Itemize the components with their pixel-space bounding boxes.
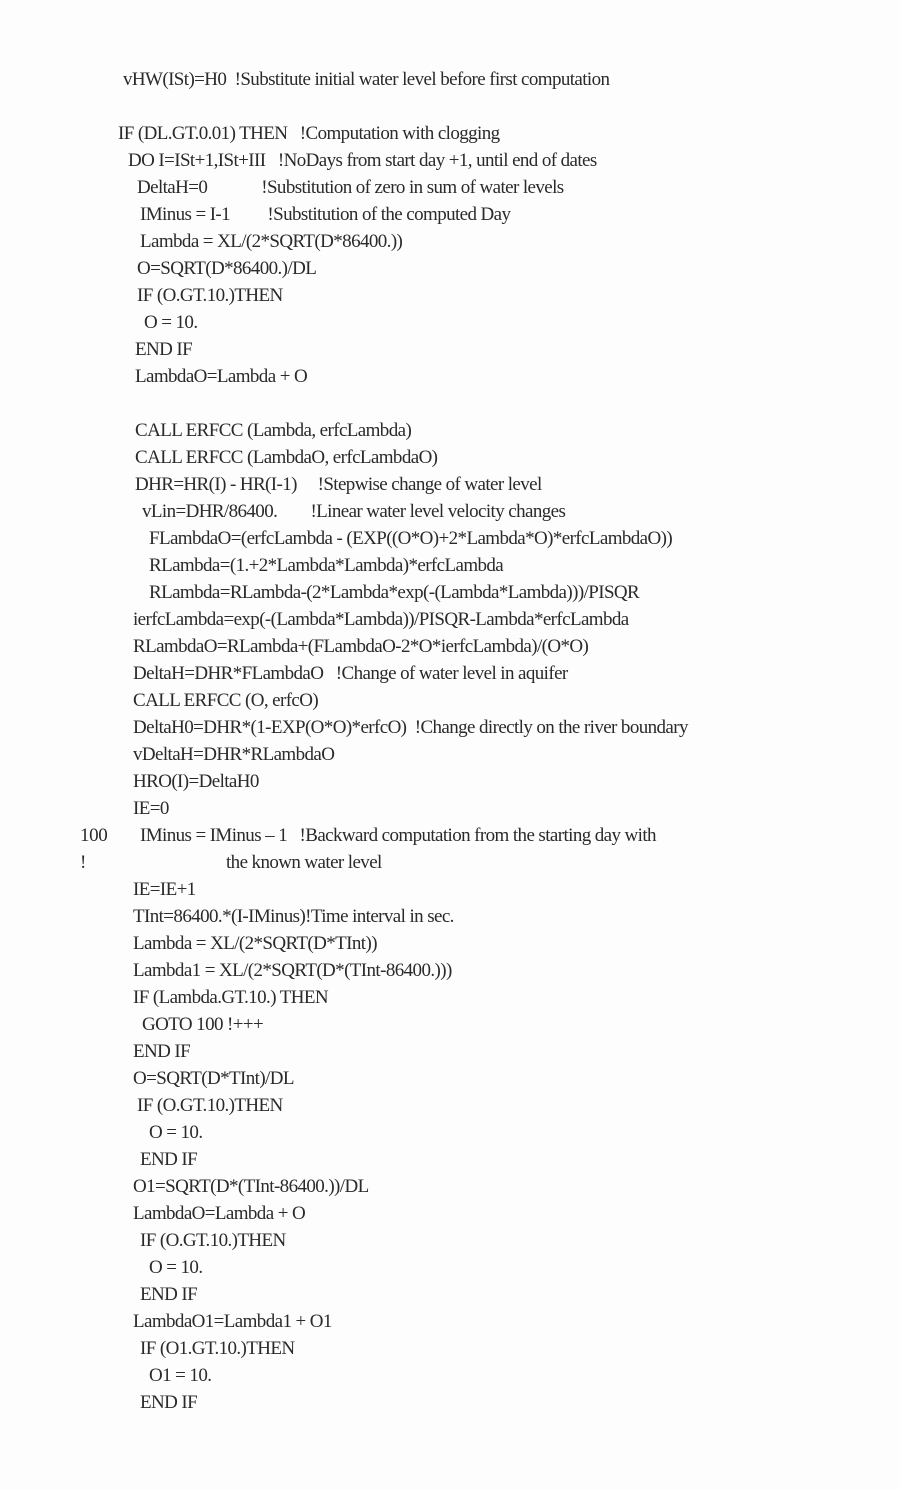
code-line-5: IMinus = I-1 !Substitution of the computed Day: [140, 204, 511, 225]
code-line-13: CALL ERFCC (LambdaO, erfcLambdaO): [135, 447, 438, 468]
code-line-39: END IF: [140, 1149, 198, 1170]
code-line-34: GOTO 100 !+++: [142, 1014, 264, 1035]
code-line-26: IE=0: [133, 798, 169, 819]
code-line-9: O = 10.: [144, 312, 198, 333]
code-line-15: vLin=DHR/86400. !Linear water level velocity changes: [142, 501, 566, 522]
code-line-37: IF (O.GT.10.)THEN: [137, 1095, 283, 1116]
code-line-18: RLambda=RLambda-(2*Lambda*exp(-(Lambda*Lambda)))/PISQR: [149, 582, 640, 603]
code-line-20: RLambdaO=RLambda+(FLambdaO-2*O*ierfcLambda)/(O*O): [133, 636, 589, 657]
code-line-41: LambdaO=Lambda + O: [133, 1203, 306, 1224]
code-line-14: DHR=HR(I) - HR(I-1) !Stepwise change of water level: [135, 474, 542, 495]
code-line-17: RLambda=(1.+2*Lambda*Lambda)*erfcLambda: [149, 555, 504, 576]
code-line-29: IE=IE+1: [133, 879, 196, 900]
code-line-35: END IF: [133, 1041, 191, 1062]
code-line-2: IF (DL.GT.0.01) THEN !Computation with clogging: [118, 123, 500, 144]
code-line-22: CALL ERFCC (O, erfcO): [133, 690, 319, 711]
code-line-11: LambdaO=Lambda + O: [135, 366, 308, 387]
code-line-42: IF (O.GT.10.)THEN: [140, 1230, 286, 1251]
code-line-8: IF (O.GT.10.)THEN: [137, 285, 283, 306]
code-line-24: vDeltaH=DHR*RLambdaO: [133, 744, 335, 765]
code-line-44: END IF: [140, 1284, 198, 1305]
code-line-48: END IF: [140, 1392, 198, 1413]
code-line-19: ierfcLambda=exp(-(Lambda*Lambda))/PISQR-Lambda*erfcLambda: [133, 609, 629, 630]
code-line-23: DeltaH0=DHR*(1-EXP(O*O)*erfcO) !Change directly on the river boundary: [133, 717, 688, 738]
code-line-43: O = 10.: [149, 1257, 203, 1278]
code-line-38: O = 10.: [149, 1122, 203, 1143]
code-line-28: the known water level: [226, 852, 382, 873]
code-line-10: END IF: [135, 339, 193, 360]
code-line-3: DO I=ISt+1,ISt+III !NoDays from start day +1, until end of dates: [128, 150, 597, 171]
code-line-40: O1=SQRT(D*(TInt-86400.))/DL: [133, 1176, 369, 1197]
code-line-27: IMinus = IMinus – 1 !Backward computation from the starting day with: [140, 825, 656, 846]
code-line-25: HRO(I)=DeltaH0: [133, 771, 259, 792]
code-line-21: DeltaH=DHR*FLambdaO !Change of water level in aquifer: [133, 663, 568, 684]
code-line-4: DeltaH=0 !Substitution of zero in sum of water levels: [137, 177, 564, 198]
statement-label-100: 100: [80, 825, 108, 846]
code-line-46: IF (O1.GT.10.)THEN: [140, 1338, 295, 1359]
code-line-30: TInt=86400.*(I-IMinus)!Time interval in sec.: [133, 906, 454, 927]
code-line-47: O1 = 10.: [149, 1365, 212, 1386]
comment-marker: !: [80, 852, 86, 873]
code-line-32: Lambda1 = XL/(2*SQRT(D*(TInt-86400.))): [133, 960, 452, 981]
code-line-12: CALL ERFCC (Lambda, erfcLambda): [135, 420, 412, 441]
code-line-7: O=SQRT(D*86400.)/DL: [137, 258, 317, 279]
code-line-16: FLambdaO=(erfcLambda - (EXP((O*O)+2*Lambda*O)*erfcLambdaO)): [149, 528, 673, 549]
code-line-31: Lambda = XL/(2*SQRT(D*TInt)): [133, 933, 377, 954]
code-line-45: LambdaO1=Lambda1 + O1: [133, 1311, 332, 1332]
code-line-1: vHW(ISt)=H0 !Substitute initial water level before first computation: [123, 69, 610, 90]
code-line-33: IF (Lambda.GT.10.) THEN: [133, 987, 328, 1008]
code-line-36: O=SQRT(D*TInt)/DL: [133, 1068, 294, 1089]
code-line-6: Lambda = XL/(2*SQRT(D*86400.)): [140, 231, 403, 252]
